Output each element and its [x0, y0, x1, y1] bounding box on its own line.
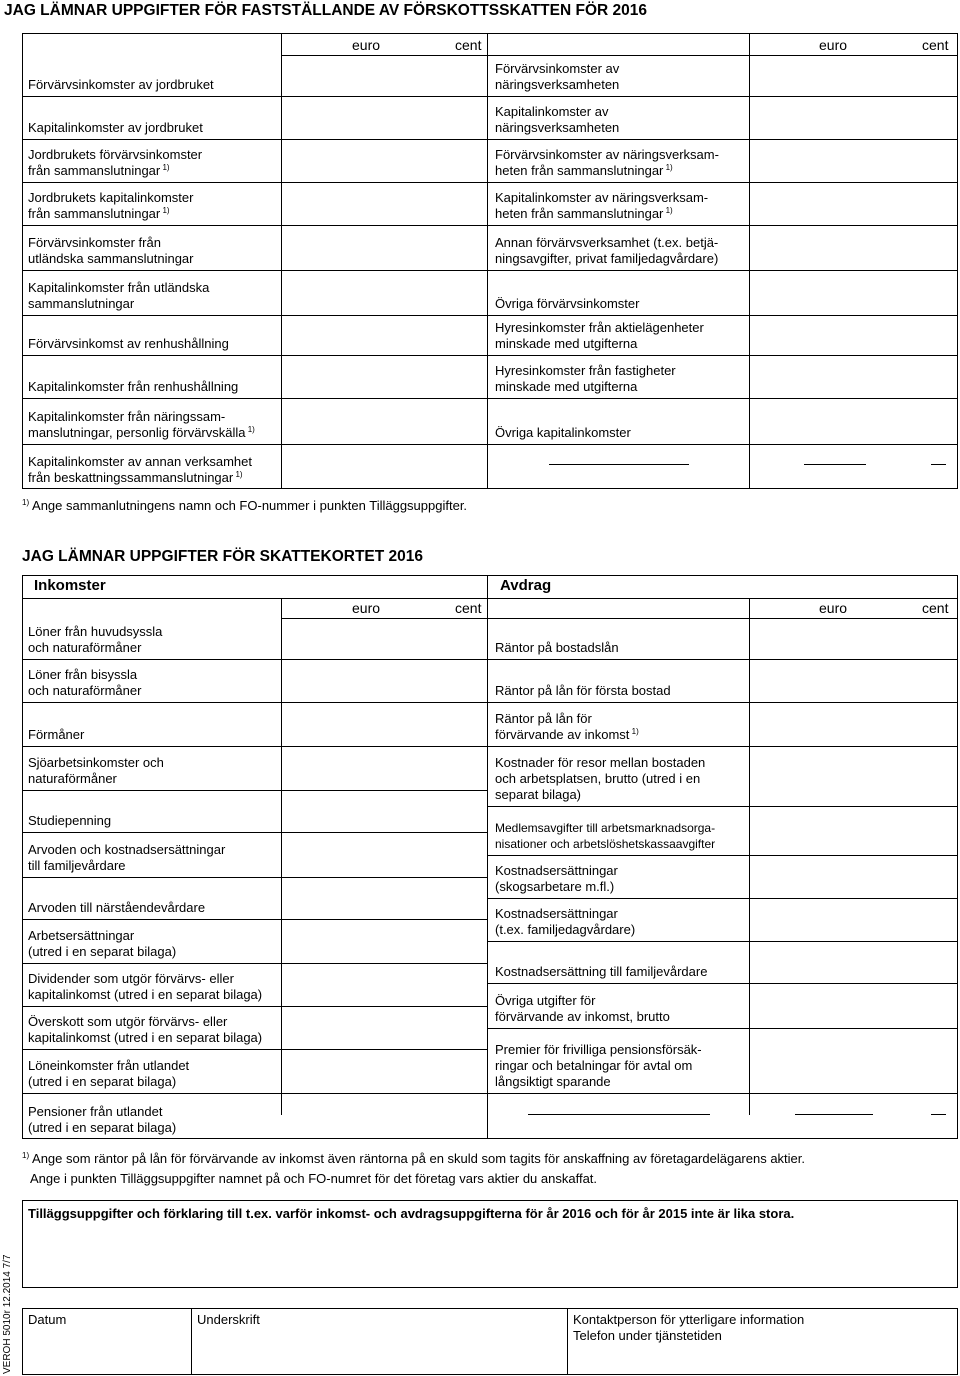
amount-field[interactable]: [282, 404, 487, 444]
amount-field[interactable]: [750, 99, 958, 139]
date-field[interactable]: Datum: [28, 1312, 67, 1327]
amount-field[interactable]: [282, 99, 487, 139]
amount-field[interactable]: [282, 275, 487, 315]
deduction-row-label: separat bilaga): [495, 787, 581, 802]
income-row-label: och naturaförmåner: [28, 683, 142, 698]
signature-box: [22, 1308, 958, 1375]
amount-field[interactable]: [282, 923, 487, 963]
left-row-label: Jordbrukets förvärvsinkomster: [28, 147, 203, 162]
income-header: Inkomster: [34, 577, 106, 594]
left-row-label: från beskattningssammanslutningar $^{1)}$: [28, 470, 243, 485]
left-row-label: Jordbrukets kapitalinkomster: [28, 190, 194, 205]
deduction-row-label: förvärvande av inkomst, brutto: [495, 1009, 670, 1024]
amount-field[interactable]: [282, 662, 487, 702]
phone-field[interactable]: Telefon under tjänstetiden: [573, 1328, 722, 1343]
deduction-row-label: nisationer och arbetslöshetskassaavgifter: [495, 837, 716, 851]
left-row-label: Kapitalinkomster från näringssam-: [28, 409, 226, 424]
left-row-label: manslutningar, personlig förvärvskälla $^{1)}$: [28, 425, 255, 440]
income-row-label: kapitalinkomst (utred i en separat bilaga): [28, 1030, 263, 1045]
amount-field[interactable]: [750, 142, 958, 182]
amount-field[interactable]: [750, 185, 958, 225]
income-row-label: kapitalinkomst (utred i en separat bilaga): [28, 987, 263, 1002]
income-row-label: Dividender som utgör förvärvs- eller: [28, 971, 234, 986]
right-row-label: Kapitalinkomster av: [495, 104, 609, 119]
section2-title: JAG LÄMNAR UPPGIFTER FÖR SKATTEKORTET 2016: [22, 548, 424, 565]
deduction-row-label: (t.ex. familjedagvårdare): [495, 922, 636, 937]
deduction-row-label: Kostnadsersättningar: [495, 863, 618, 878]
right-row-label: Kapitalinkomster av näringsverksam-: [495, 190, 709, 205]
section2-footnote: $^{1)}$ Ange som räntor på lån för förvärvande av inkomst även räntorna på en skuld som tagits för anskaffning av företagardelägarens aktier.: [22, 1151, 806, 1166]
income-row-label: (utred i en separat bilaga): [28, 1120, 177, 1135]
deduction-row-label: Kostnader för resor mellan bostaden: [495, 755, 706, 770]
deduction-row-label: Premier för frivilliga pensionsförsäk-: [495, 1042, 702, 1057]
income-row-label: Förmåner: [28, 727, 85, 742]
income-row-label: Löner från bisyssla: [28, 667, 138, 682]
cent-label: cent: [455, 37, 482, 53]
amount-field[interactable]: [750, 404, 958, 444]
left-row-label: Förvärvsinkomst av renhushållning: [28, 336, 229, 351]
amount-field[interactable]: [282, 966, 487, 1006]
income-row-label: Studiepenning: [28, 813, 112, 828]
right-row-label: heten från sammanslutningar $^{1)}$: [495, 206, 673, 221]
section1-title: JAG LÄMNAR UPPGIFTER FÖR FASTSTÄLLANDE AV FÖRSKOTTSSKATTEN FÖR 2016: [4, 2, 647, 19]
amount-field[interactable]: [750, 315, 958, 355]
deduction-row-label: Räntor på lån för första bostad: [495, 683, 671, 698]
income-row-label: Löneinkomster från utlandet: [28, 1058, 190, 1073]
income-row-label: Sjöarbetsinkomster och: [28, 755, 164, 770]
income-row-label: Arvoden och kostnadsersättningar: [28, 842, 226, 857]
left-row-label: Kapitalinkomster av jordbruket: [28, 120, 203, 135]
amount-field[interactable]: [750, 766, 958, 806]
amount-field[interactable]: [282, 56, 487, 96]
income-row-label: och naturaförmåner: [28, 640, 142, 655]
deduction-row-label: långsiktigt sparande: [495, 1074, 611, 1089]
total-dash: [931, 464, 946, 465]
form-code: VEROH 5010r 12.2014 7/7: [2, 1254, 13, 1374]
right-row-label: minskade med utgifterna: [495, 336, 638, 351]
deduction-header: Avdrag: [500, 577, 552, 594]
deduction-row-label: Medlemsavgifter till arbetsmarknadsorga-: [495, 821, 716, 835]
right-row-label: Hyresinkomster från fastigheter: [495, 363, 676, 378]
income-row-label: Löner från huvudsyssla: [28, 624, 163, 639]
right-row-label: näringsverksamheten: [495, 120, 620, 135]
left-row-label: Kapitalinkomster från renhushållning: [28, 379, 239, 394]
deduction-row-label: ringar och betalningar för avtal om: [495, 1058, 693, 1073]
right-row-label: Övriga förvärvsinkomster: [495, 296, 640, 311]
amount-field[interactable]: [282, 1099, 487, 1139]
deduction-row-label: och arbetsplatsen, brutto (utred i en: [495, 771, 701, 786]
left-row-label: utländska sammanslutningar: [28, 251, 194, 266]
deduction-row-label: Övriga utgifter för: [495, 993, 596, 1008]
left-row-label: Kapitalinkomster från utländska: [28, 280, 210, 295]
amount-field[interactable]: [282, 879, 487, 919]
amount-field[interactable]: [750, 858, 958, 898]
amount-field[interactable]: [282, 792, 487, 832]
income-row-label: Arvoden till närståendevårdare: [28, 900, 206, 915]
amount-field[interactable]: [282, 1053, 487, 1093]
section2-footnote-2: Ange i punkten Tilläggsuppgifter namnet på och FO-numret för det företag vars aktier du anskaffat.: [30, 1171, 598, 1186]
amount-field[interactable]: [282, 315, 487, 355]
amount-field[interactable]: [750, 706, 958, 746]
right-row-label: minskade med utgifterna: [495, 379, 638, 394]
amount-field[interactable]: [282, 706, 487, 746]
amount-field[interactable]: [282, 837, 487, 877]
deduction-row-label: förvärvande av inkomst $^{1)}$: [495, 727, 639, 742]
income-row-label: (utred i en separat bilaga): [28, 1074, 177, 1089]
left-row-label: sammanslutningar: [28, 296, 135, 311]
euro-label: euro: [352, 37, 381, 53]
left-row-label: Förvärvsinkomster från: [28, 235, 161, 250]
total-dash: [931, 1114, 946, 1115]
cent-label: cent: [455, 600, 482, 616]
amount-field[interactable]: [750, 815, 958, 855]
amount-field[interactable]: [282, 230, 487, 270]
left-row-label: från sammanslutningar $^{1)}$: [28, 206, 170, 221]
amount-field[interactable]: [750, 901, 958, 941]
right-row-label: Annan förvärvsverksamhet (t.ex. betjä-: [495, 235, 719, 250]
right-row-label: heten från sammanslutningar $^{1)}$: [495, 163, 673, 178]
amount-field[interactable]: [750, 230, 958, 270]
right-row-label: Förvärvsinkomster av näringsverksam-: [495, 147, 719, 162]
euro-label: euro: [819, 37, 848, 53]
euro-label: euro: [819, 600, 848, 616]
left-row-label: Kapitalinkomster av annan verksamhet: [28, 454, 253, 469]
amount-field[interactable]: [282, 449, 487, 489]
right-row-label: ningsavgifter, privat familjedagvårdare): [495, 251, 719, 266]
right-row-label: Övriga kapitalinkomster: [495, 425, 631, 440]
amount-field[interactable]: [750, 943, 958, 983]
amount-field[interactable]: [750, 358, 958, 398]
amount-field[interactable]: [282, 1009, 487, 1049]
euro-label: euro: [352, 600, 381, 616]
signature-field[interactable]: Underskrift: [197, 1312, 260, 1327]
amount-field[interactable]: [282, 358, 487, 398]
income-row-label: Överskott som utgör förvärvs- eller: [28, 1014, 228, 1029]
amount-field[interactable]: [282, 750, 487, 790]
section1-footnote: $^{1)}$ Ange sammanlutningens namn och FO-nummer i punkten Tilläggsuppgifter.: [22, 498, 468, 513]
cent-label: cent: [922, 600, 949, 616]
right-row-label: Hyresinkomster från aktielägenheter: [495, 320, 704, 335]
income-row-label: (utred i en separat bilaga): [28, 944, 177, 959]
right-row-label: näringsverksamheten: [495, 77, 620, 92]
income-row-label: naturaförmåner: [28, 771, 117, 786]
amount-field[interactable]: [282, 142, 487, 182]
additional-info-title: Tilläggsuppgifter och förklaring till t.ex. varför inkomst- och avdragsuppgifterna för år 2016 och för år 2015 inte är lika stora.: [28, 1206, 795, 1221]
amount-field[interactable]: [282, 185, 487, 225]
income-row-label: Arbetsersättningar: [28, 928, 135, 943]
amount-field[interactable]: [750, 56, 958, 96]
deduction-row-label: Räntor på lån för: [495, 711, 592, 726]
income-row-label: Pensioner från utlandet: [28, 1104, 163, 1119]
cent-label: cent: [922, 37, 949, 53]
deduction-row-label: (skogsarbetare m.fl.): [495, 879, 615, 894]
left-row-label: från sammanslutningar $^{1)}$: [28, 163, 170, 178]
amount-field[interactable]: [750, 988, 958, 1028]
income-row-label: till familjevårdare: [28, 858, 126, 873]
left-row-label: Förvärvsinkomster av jordbruket: [28, 77, 214, 92]
amount-field[interactable]: [282, 619, 487, 659]
amount-field[interactable]: [750, 619, 958, 659]
amount-field[interactable]: [750, 275, 958, 315]
amount-field[interactable]: [750, 662, 958, 702]
deduction-row-label: Räntor på bostadslån: [495, 640, 619, 655]
deduction-row-label: Kostnadsersättningar: [495, 906, 618, 921]
right-row-label: Förvärvsinkomster av: [495, 61, 620, 76]
deduction-row-label: Kostnadsersättning till familjevårdare: [495, 964, 708, 979]
amount-field[interactable]: [750, 1053, 958, 1093]
contact-person-field[interactable]: Kontaktperson för ytterligare information: [573, 1312, 805, 1327]
